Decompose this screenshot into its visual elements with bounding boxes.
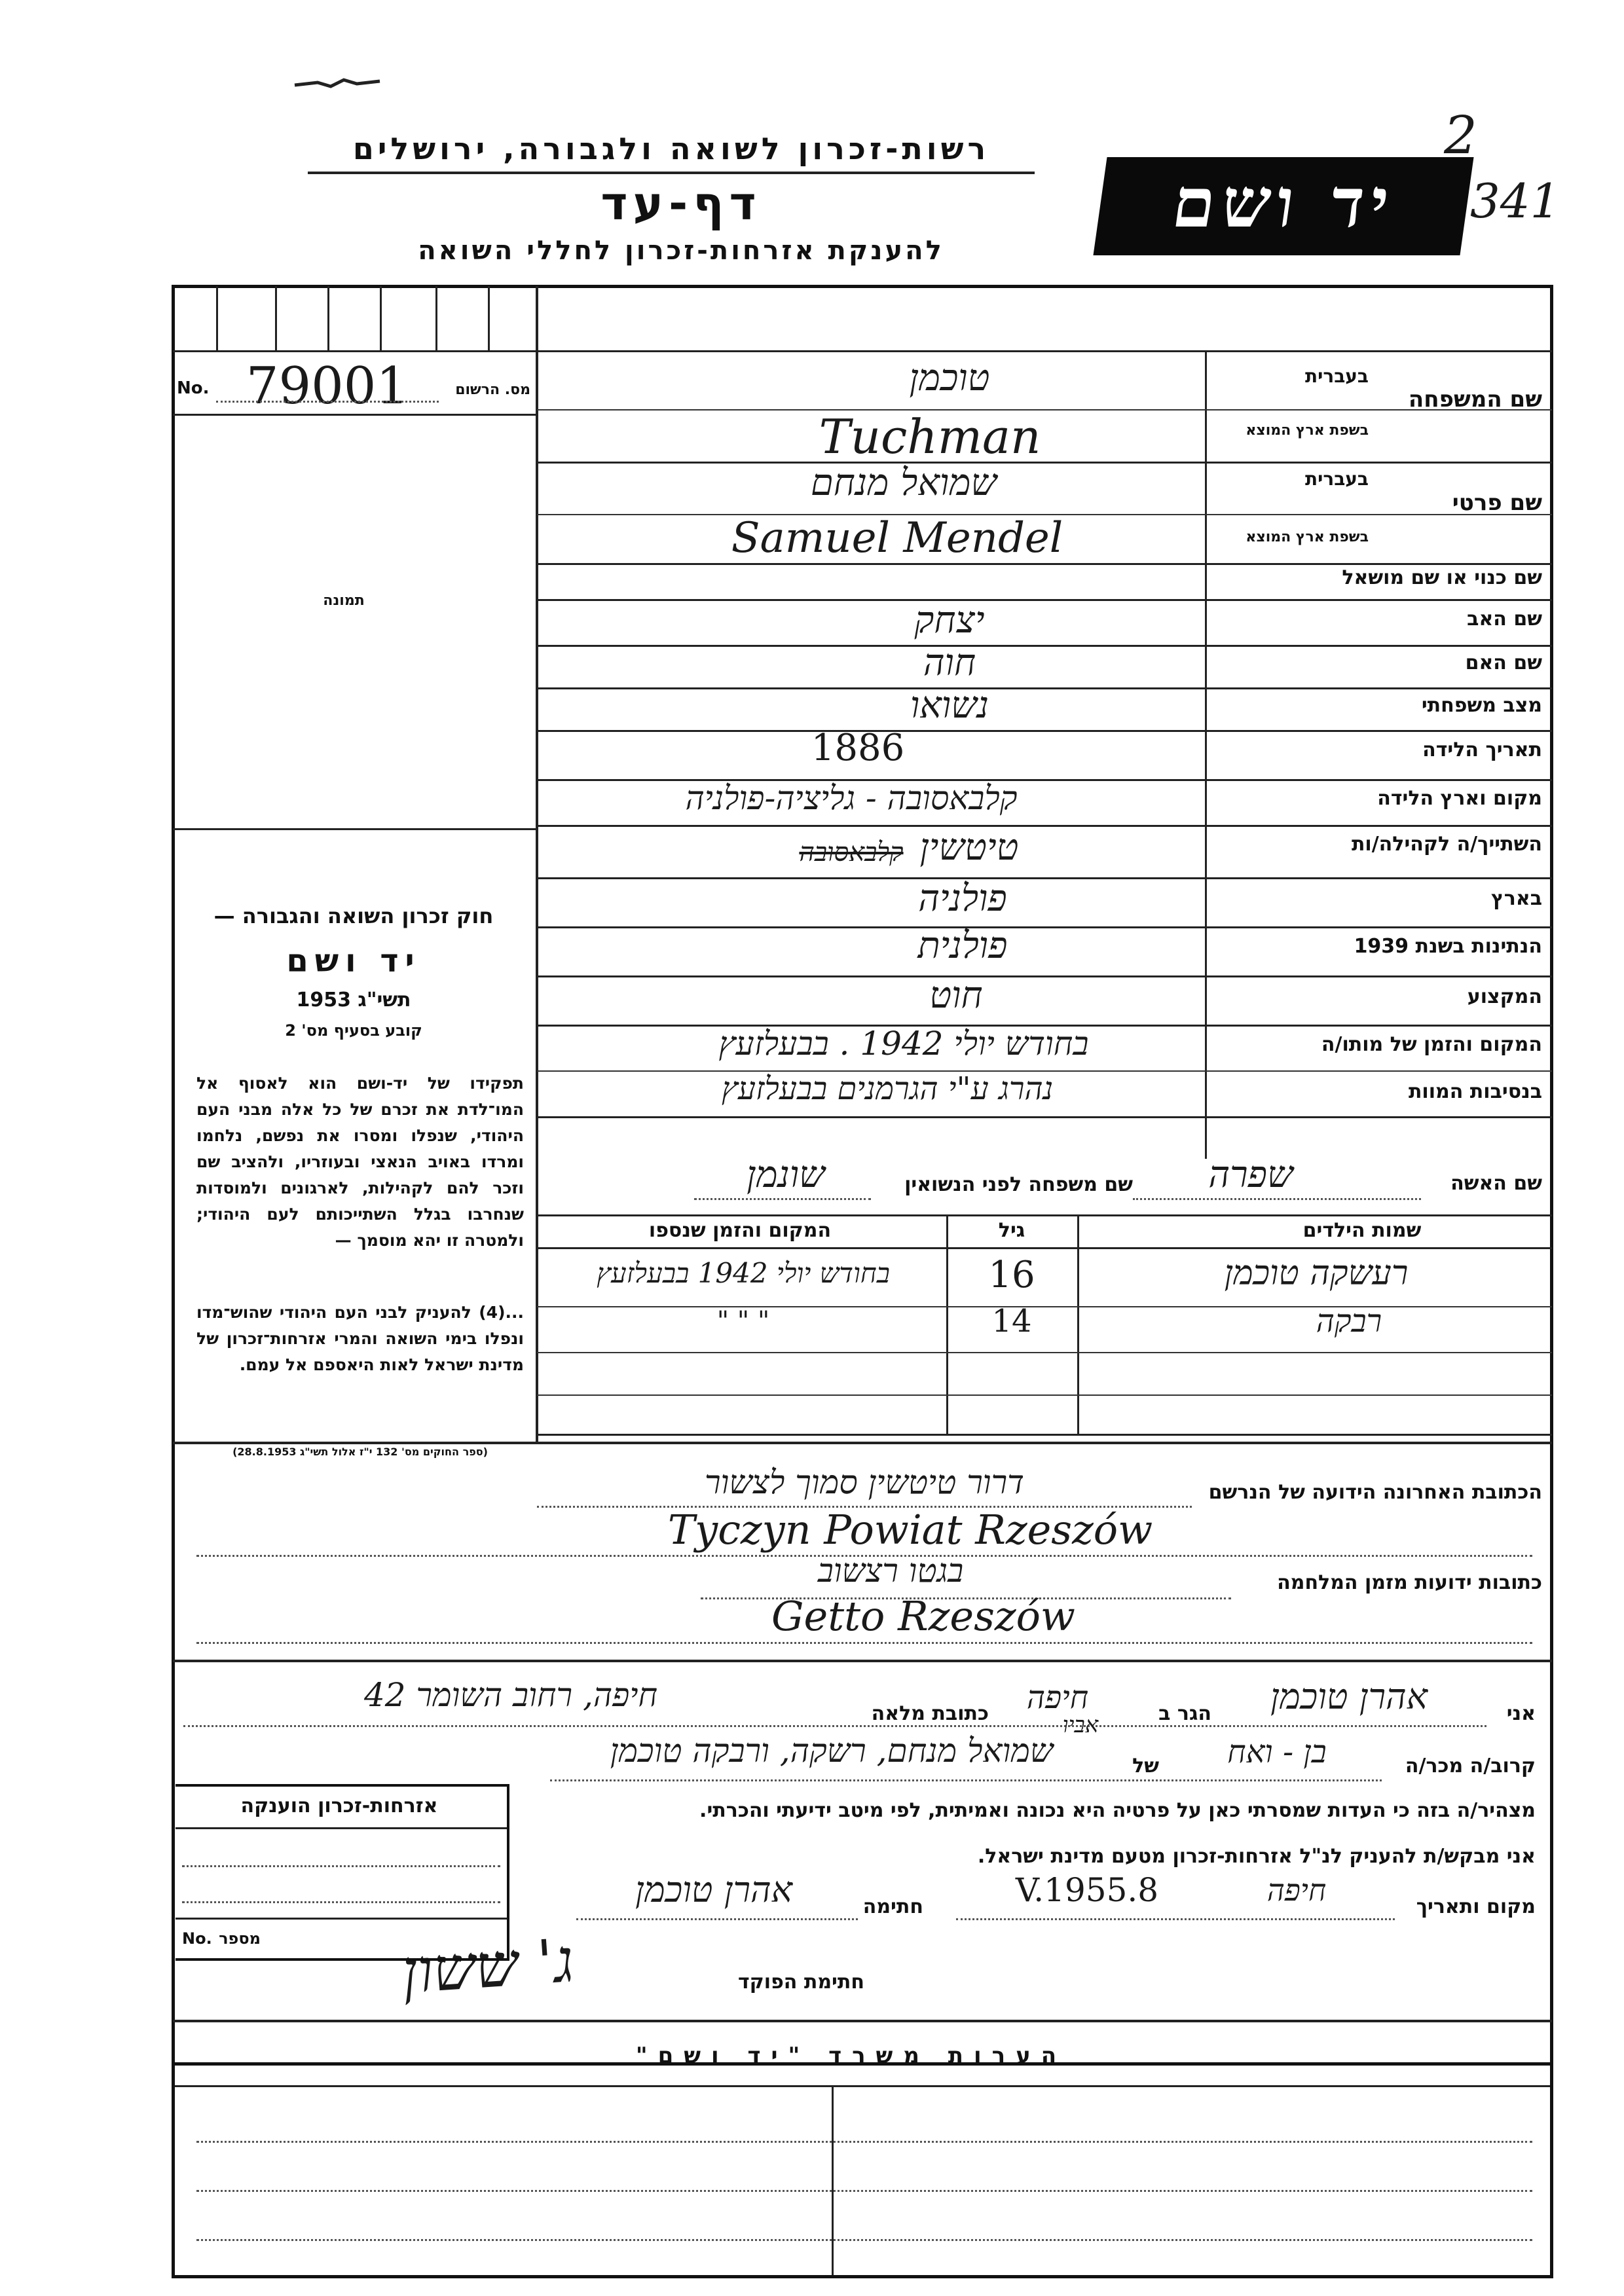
children-col-divider-1 (946, 1214, 948, 1434)
remarks-frame (172, 2062, 1553, 2278)
document-subtitle: להענקת אזרחות-זכרון לחללי השואה (418, 236, 944, 266)
profession-value[interactable]: חוט (929, 974, 983, 1017)
declarant-i-label: אני (1506, 1702, 1536, 1725)
death-place-time-label: המקום והזמן של מותו/ה (1321, 1033, 1542, 1056)
registration-dots (216, 401, 439, 403)
row-line-14 (537, 1116, 1552, 1118)
children-header-line (537, 1247, 1552, 1249)
firstname-origin-label: בשפת ארץ המוצא (1246, 529, 1369, 545)
relative-label: קרוב/ה מכר/ה (1405, 1755, 1536, 1777)
address-value[interactable]: חיפה, רחוב השומר 42 (363, 1676, 658, 1714)
signature-dots (576, 1918, 858, 1920)
tick-1 (216, 286, 218, 350)
remarks-top-line (173, 2020, 1552, 2022)
child-2-name[interactable]: רבקה (1316, 1303, 1382, 1339)
law-clause: קובע בסעיף מס' 2 (285, 1021, 422, 1040)
profession-label: המקצוע (1467, 985, 1542, 1008)
award-dots-1 (182, 1865, 500, 1867)
tick-3 (327, 286, 329, 350)
registration-label: מס. הרשום (455, 382, 530, 398)
award-box-title: אזרחות-זכרון הוענקה (240, 1795, 438, 1817)
surname-hebrew-value[interactable]: טוכמן (909, 357, 990, 399)
children-names-header: שמות הילדים (1302, 1219, 1422, 1242)
firstname-hebrew-label: בעברית (1304, 468, 1369, 490)
row-line-4 (537, 645, 1552, 647)
row-line-2 (537, 563, 1552, 565)
tick-6 (488, 286, 490, 350)
residing-label: הגר ב (1158, 1702, 1211, 1725)
wife-dots (1133, 1198, 1421, 1200)
of-label: של (1132, 1755, 1159, 1777)
birth-date-value[interactable]: 1886 (811, 727, 905, 769)
children-col-divider-2 (1077, 1214, 1079, 1434)
law-year: תשי"ג 1953 (296, 989, 411, 1011)
law-text-clause-4: ...(4) להעניק לבני העם היהודי שהוש־מדו ונפלו בימי השואה והמרי אזרחות־זכרון של מדינת ישראל לאות היאספם אל עמם. (196, 1303, 524, 1374)
left-column-divider (536, 286, 538, 1442)
mother-value[interactable]: חוה (923, 642, 976, 684)
citizenship-value[interactable]: פולנית (917, 924, 1008, 967)
award-title-line (175, 1827, 507, 1829)
tick-4 (380, 286, 382, 350)
last-address-latin-value[interactable]: Tyczyn Powiat Rzeszów (667, 1506, 1153, 1554)
child-1-name[interactable]: רעשקה טוכמן (1224, 1254, 1409, 1293)
reg-box-top (173, 350, 536, 352)
law-name: יד ושם (286, 943, 421, 979)
surname-hebrew-label: בעברית (1304, 365, 1369, 387)
relation-value[interactable]: בן - ואח (1227, 1734, 1327, 1770)
date-value[interactable]: 8.V.1955 (1015, 1871, 1159, 1909)
declaration-top-line (173, 1660, 1552, 1662)
top-band-line (536, 350, 1552, 352)
row-line-11 (537, 975, 1552, 977)
statement-1: מצהיר/ה בזה כי העדות שמסרתי כאן על פרטיה היא נכונה ואמיתית, לפי מיטב ידיעתי והכרתי. (699, 1799, 1536, 1822)
statement-2: אני מבקש/ת להעניק לנ"ל אזרחות-זכרון מטעם מדינת ישראל. (977, 1845, 1536, 1868)
law-citation: (ספר החוקים מס' 132 י"ז אלול תשי"ג 28.8.1953) (232, 1446, 488, 1458)
death-circumstances-value[interactable]: נהרג ע"י הגרמנים בבעלזעץ (721, 1070, 1054, 1107)
row-line-15 (537, 1214, 1552, 1216)
country-value[interactable]: פולניה (918, 877, 1007, 920)
citizenship-label: הנתינות בשנת 1939 (1354, 935, 1542, 958)
relative-dots (550, 1779, 1382, 1781)
place-date-dots (956, 1918, 1395, 1920)
award-number-line (175, 1918, 507, 1920)
authority-underline (308, 172, 1035, 174)
death-circumstances-label: בנסיבות המוות (1408, 1080, 1542, 1103)
wife-name-value[interactable]: שפרה (1208, 1154, 1293, 1196)
children-bottom (537, 1434, 1552, 1436)
marital-label: מצב משפחתי (1421, 694, 1542, 717)
marital-value[interactable]: נשואו (910, 684, 989, 727)
tick-5 (435, 286, 437, 350)
children-row-2 (537, 1352, 1552, 1353)
firstname-hebrew-value[interactable]: שמואל מנחם (810, 462, 997, 504)
declarant-dots (183, 1725, 1486, 1727)
birth-place-value[interactable]: קלבאסובה - גליציה-פולניה (685, 779, 1018, 817)
handwritten-top-mark (291, 73, 383, 93)
reg-box-bottom (173, 414, 536, 416)
wife-name-label: שם האשה (1450, 1172, 1542, 1195)
last-address-label: הכתובת האחרונה הידועה של הנרשם (1208, 1481, 1542, 1504)
surname-origin-label: בשפת ארץ המוצא (1246, 422, 1369, 439)
yad-vashem-logo (1093, 157, 1473, 255)
place-date-label: מקום ותאריך (1416, 1895, 1536, 1918)
registration-number[interactable]: 79001 (246, 357, 409, 416)
authority-name: רשות-זכרון לשואה ולגבורה, ירושלים (352, 131, 990, 166)
firstname-latin-value[interactable]: Samuel Mendel (731, 514, 1063, 562)
war-addresses-label: כתובות ידועות מזמן המלחמה (1277, 1571, 1542, 1594)
child-1-place-time[interactable]: בחודש יולי 1942 בבעלזעץ (597, 1257, 890, 1289)
war-address-latin-dots (196, 1642, 1532, 1644)
remarks-title: הערות משרד "יד ושם" (635, 2043, 1067, 2069)
official-signature[interactable]: ג' ששון (399, 1925, 576, 2008)
surname-latin-value[interactable]: Tuchman (819, 409, 1041, 464)
war-address-latin-value[interactable]: Getto Rzeszów (771, 1592, 1075, 1640)
corner-number: 341 (1470, 173, 1560, 228)
award-no-prefix: No. (182, 1929, 212, 1948)
corner-mark: 2 (1444, 105, 1477, 166)
declarant-name[interactable]: אהרן טוכמן (1270, 1676, 1428, 1717)
row-line-5 (537, 687, 1552, 689)
father-value[interactable]: יצחק (914, 599, 985, 642)
maiden-name-label: שם משפחה לפני הנשואין (904, 1173, 1133, 1196)
mother-label: שם האם (1465, 651, 1542, 674)
row-line-6 (537, 730, 1552, 732)
war-address-hebrew-value[interactable]: בגטו רצשוב (817, 1552, 964, 1590)
place-value[interactable]: חיפה (1266, 1872, 1327, 1908)
registration-no-prefix: No. (177, 378, 210, 398)
document-title: דף-עד (600, 177, 762, 230)
award-dots-2 (182, 1901, 500, 1903)
community-label: השתייך/ה לקהילה/ות (1351, 833, 1542, 856)
residing-city[interactable]: חיפה (1026, 1679, 1089, 1716)
logo-text: יד ושם (1167, 162, 1401, 243)
child-2-place-time[interactable]: " " " (716, 1306, 770, 1336)
children-row-3 (537, 1394, 1552, 1396)
children-place-time-header: המקום והזמן שנספו (648, 1219, 832, 1242)
photo-bottom (173, 828, 536, 830)
award-number-label: מספר (219, 1929, 261, 1948)
children-age-header: גיל (998, 1219, 1025, 1242)
child-1-age[interactable]: 16 (988, 1254, 1035, 1296)
father-label: שם האב (1467, 608, 1542, 630)
law-title: חוק זכרון השואה והגבורה — (213, 903, 494, 928)
address-label: כתובת מלאה (871, 1702, 989, 1725)
of-value[interactable]: שמואל מנחם, רשקה, ורבקה טוכמן (610, 1732, 1054, 1770)
birth-place-label: מקום וארץ הלידה (1377, 787, 1542, 810)
nickname-label: שם כנוי או שם מושאל (1342, 566, 1542, 589)
firstname-label: שם פרטי (1452, 490, 1542, 516)
community-value[interactable]: טיטשין (919, 826, 1019, 869)
photo-label: תמונה (323, 592, 365, 609)
maiden-dots (694, 1198, 871, 1200)
official-signature-label: חתימת הפוקד (738, 1971, 864, 1994)
signature-value[interactable]: אהרן טוכמן (635, 1869, 793, 1910)
child-2-age[interactable]: 14 (991, 1303, 1032, 1339)
award-box (175, 1784, 509, 1961)
surname-label: שם המשפחה (1408, 386, 1542, 412)
of-insert[interactable]: אביו (1062, 1712, 1099, 1738)
scribble-icon (291, 73, 383, 93)
country-label: בארץ (1490, 887, 1542, 910)
community-struck-value: קלבאסובה (799, 837, 904, 867)
birth-date-label: תאריך הלידה (1422, 738, 1542, 761)
law-text-purpose: תפקידו של יד-ושם הוא לאסוף אל המו־לדת את זכרם של כל אלה מבני העם היהודי, שנפלו ומסרו את נפשם, נלחמו ומרדו באויב הנאצי ובעוזריו, ולהציב שם וזכר להם לקהילות, לארגונים ולמוסדות שנחרבו בגלל השתייכותם לעם היהודי; ולמטרה זו יהא מוסמך — (196, 1074, 524, 1250)
address-top-line (173, 1442, 1552, 1444)
maiden-name-value[interactable]: שונמן (747, 1154, 825, 1196)
signature-label: חתימה (862, 1895, 923, 1918)
last-address-hebrew-value[interactable]: דרור טיטשין סמוך לצשור (705, 1463, 1024, 1501)
label-column-divider (1205, 350, 1207, 1159)
death-place-time-value[interactable]: בחודש יולי 1942 . בבעלזעץ (718, 1025, 1089, 1063)
tick-2 (275, 286, 277, 350)
